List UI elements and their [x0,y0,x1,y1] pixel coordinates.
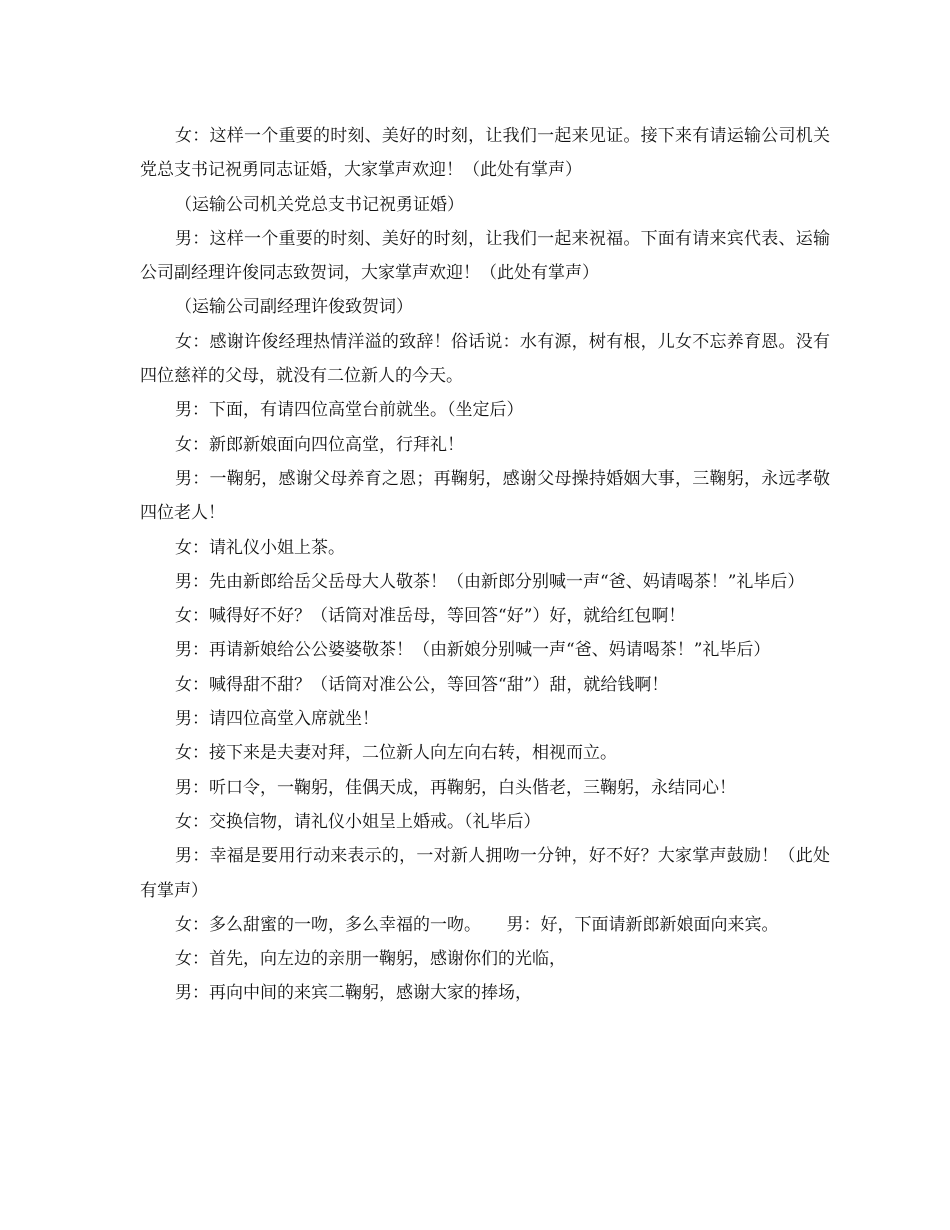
paragraph: 男：先由新郎给岳父岳母大人敬茶！（由新郎分别喊一声“爸、妈请喝茶！”礼毕后） [175,571,805,592]
paragraph: 女：请礼仪小姐上茶。 [175,537,345,558]
paragraph: 女：感谢许俊经理热情洋溢的致辞！俗话说：水有源，树有根，儿女不忘养育恩。没有四位慈祥的父母，就没有二位新人的今天。 [140,331,830,387]
paragraph: 女：喊得甜不甜？（话筒对准公公，等回答“甜”）甜，就给钱啊！ [175,674,669,695]
paragraph: 女：交换信物，请礼仪小姐呈上婚戒。（礼毕后） [175,811,541,832]
paragraph: 男：再向中间的来宾二鞠躬，感谢大家的捧场， [175,983,532,1004]
paragraph: 男：一鞠躬，感谢父母养育之恩；再鞠躬，感谢父母操持婚姻大事，三鞠躬，永远孝敬四位老人！ [140,468,830,524]
paragraph: 女：喊得好不好？（话筒对准岳母，等回答“好”）好，就给红包啊！ [175,606,686,627]
paragraph: 女：接下来是夫妻对拜，二位新人向左向右转，相视而立。 [175,743,617,764]
paragraph: 男：这样一个重要的时刻、美好的时刻，让我们一起来祝福。下面有请来宾代表、运输公司副经理许俊同志致贺词，大家掌声欢迎！（此处有掌声） [140,228,830,284]
paragraph: 男：听口令，一鞠躬，佳偶天成，再鞠躬，白头偕老，三鞠躬，永结同心！ [175,777,736,798]
document-body [140,119,830,1011]
paragraph: 女：首先，向左边的亲朋一鞠躬，感谢你们的光临， [175,949,566,970]
paragraph: （运输公司机关党总支书记祝勇证婚） [175,194,464,215]
paragraph: 女：新郎新娘面向四位高堂，行拜礼！ [175,434,464,455]
paragraph: 女：多么甜蜜的一吻，多么幸福的一吻。 男：好，下面请新郎新娘面向来宾。 [175,914,779,935]
paragraph: 男：请四位高堂入席就坐！ [175,709,379,730]
paragraph: 男：下面，有请四位高堂台前就坐。（坐定后） [175,400,524,421]
paragraph: （运输公司副经理许俊致贺词） [175,297,413,318]
paragraph: 男：幸福是要用行动来表示的，一对新人拥吻一分钟，好不好？大家掌声鼓励！（此处有掌声） [140,846,830,901]
paragraph: 男：再请新娘给公公婆婆敬茶！（由新娘分别喊一声“爸、妈请喝茶！”礼毕后） [175,640,771,661]
paragraph: 女：这样一个重要的时刻、美好的时刻，让我们一起来见证。接下来有请运输公司机关党总支书记祝勇同志证婚，大家掌声欢迎！（此处有掌声） [140,126,830,181]
